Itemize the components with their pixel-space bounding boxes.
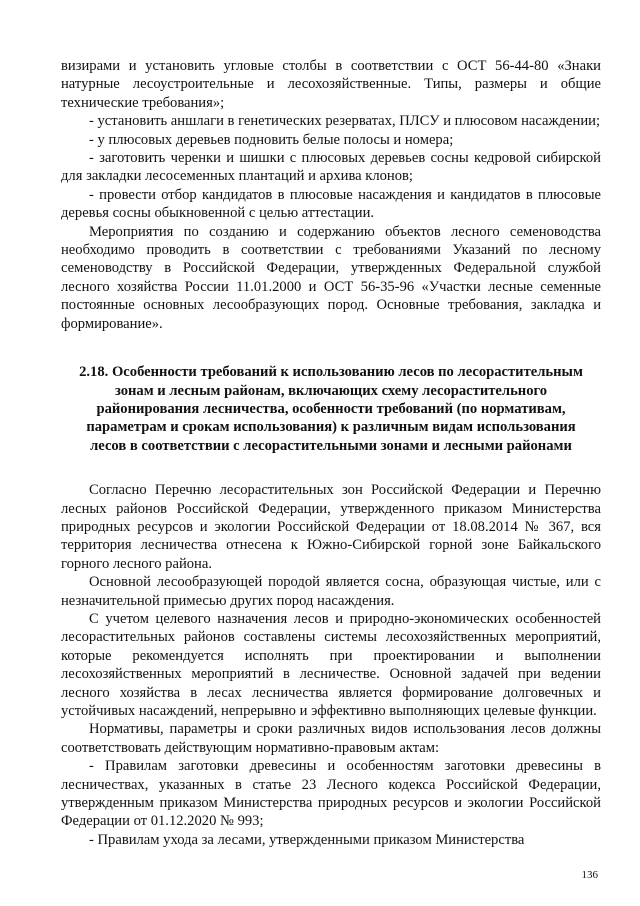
paragraph-3: - у плюсовых деревьев подновить белые полосы и номера; — [89, 131, 454, 148]
paragraph-8: Основной лесообразующей породой является сосна, образующая чистые, или с незначительной примесью других пород насаждения. — [61, 574, 601, 609]
paragraph-10: Нормативы, параметры и сроки различных видов использования лесов должны соответствовать действующим нормативно-правовым актам: — [61, 721, 601, 756]
document-page — [61, 57, 601, 849]
paragraph-1: визирами и установить угловые столбы в соответствии с ОСТ 56-44-80 «Знаки натурные лесоустроительные и лесохозяйственные. Типы, размеры и общие технические требования»; — [61, 58, 601, 111]
paragraph-11: - Правилам заготовки древесины и особенностям заготовки древесины в лесничествах, указанных в статье 23 Лесного кодекса Российской Федерации, утвержденным приказом Министерства природных ресурсов и экологии Российской Федерации от 01.12.2020 № 993; — [61, 758, 601, 830]
paragraph-12: - Правилам ухода за лесами, утвержденными приказом Министерства — [89, 831, 525, 848]
paragraph-9: С учетом целевого назначения лесов и природно-экономических особенностей лесорастительных районов составлены системы лесохозяйственных мероприятий, которые рекомендуется исполнять при проектировании и выполнении лесохозяйственных мероприятий в лесничестве. Основной задачей при ведении лесного хозяйства в лесах лесничества является формирование долговечных и устойчивых насаждений, непрерывно и эффективно выполняющих целевые функции. — [61, 610, 601, 719]
paragraph-7: Согласно Перечню лесорастительных зон Российской Федерации и Перечню лесных районов Российской Федерации, утвержденного приказом Министерства природных ресурсов и экологии Российской Федерации от 18.08.2014 № 367, вся территория лесничества отнесена к Южно-Сибирской горной зоне Байкальского горного лесного района. — [61, 482, 601, 572]
page-number: 136 — [581, 869, 598, 881]
paragraph-4: - заготовить черенки и шишки с плюсовых деревьев сосны кедровой сибирской для закладки лесосеменных плантаций и архива клонов; — [61, 150, 601, 185]
paragraph-5: - провести отбор кандидатов в плюсовые насаждения и кандидатов в плюсовые деревья сосны обыкновенной с целью аттестации. — [61, 186, 601, 222]
paragraph-6: Мероприятия по созданию и содержанию объектов лесного семеноводства необходимо проводить в соответствии с требованиями Указаний по лесному семеноводству в Российской Федерации, утвержденных Федеральной службой лесного хозяйства России 11.01.2000 и ОСТ 56-35-96 «Участки лесные семенные постоянные основных лесообразующих пород. Основные требования, закладка и формирование». — [61, 223, 601, 332]
section-heading: 2.18. Особенности требований к использованию лесов по лесорастительным зонам и лесным районам, включающих схему лесорастительного районирования лесничества, особенности требований (по нормативам, параметрам и срокам использования) к различным видам использования лесов в соответствии с лесорастительными зонами и лесными районами — [79, 364, 583, 454]
paragraph-2: - установить аншлаги в генетических резерватах, ПЛСУ и плюсовом насаждении; — [89, 113, 601, 130]
